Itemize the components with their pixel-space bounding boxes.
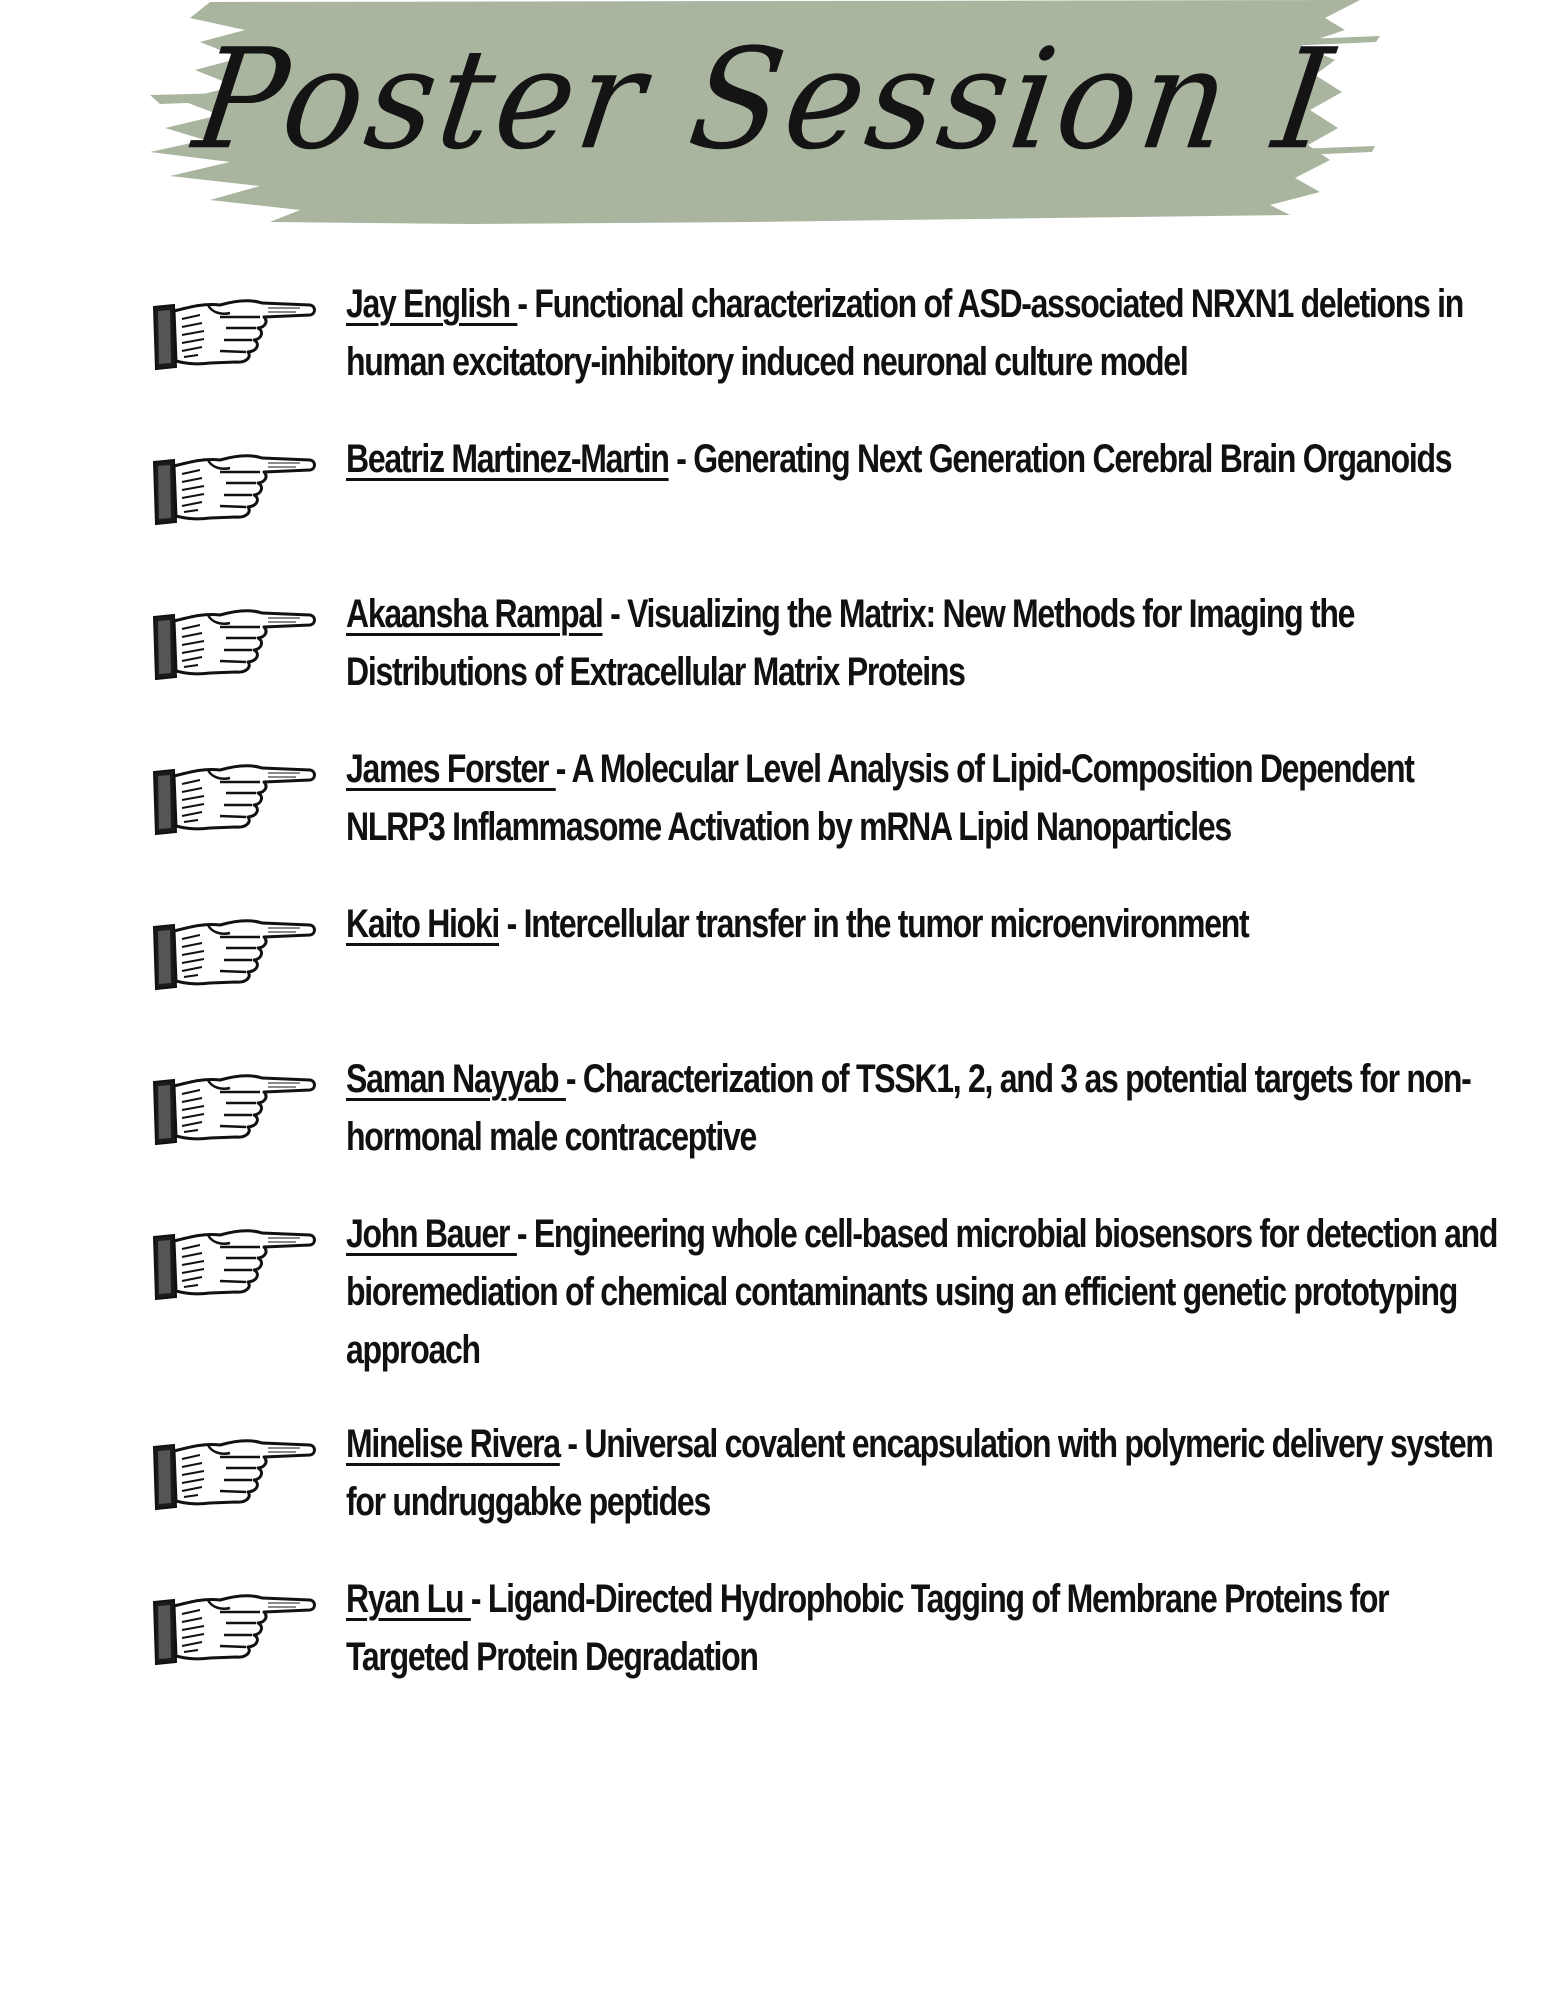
poster-entry-text [346, 1205, 1510, 1379]
poster-entry-text [346, 740, 1510, 856]
poster-title: - Universal covalent encapsulation with polymeric delivery system for undruggabke peptides [346, 1422, 1493, 1524]
pointing-hand-icon [150, 1435, 318, 1519]
presenter-name: James Forster [346, 747, 556, 791]
pointing-hand-icon [150, 295, 318, 379]
pointing-hand-icon [150, 1070, 318, 1154]
poster-entry-text [346, 275, 1510, 391]
pointing-hand-icon [150, 1225, 318, 1309]
poster-entry-text [346, 895, 1510, 953]
presenter-name: Saman Nayyab [346, 1057, 566, 1101]
pointing-hand-icon [150, 605, 318, 689]
poster-title: - Functional characterization of ASD-associated NRXN1 deletions in human excitatory-inhibitory induced neuronal culture model [346, 282, 1464, 384]
presenter-name: Beatriz Martinez-Martin [346, 437, 669, 481]
presenter-name: Jay English [346, 282, 518, 326]
poster-entry-text [346, 585, 1510, 701]
poster-title: - Ligand-Directed Hydrophobic Tagging of Membrane Proteins for Targeted Protein Degradation [346, 1577, 1389, 1679]
poster-entry-text [346, 1050, 1510, 1166]
poster-title: - A Molecular Level Analysis of Lipid-Composition Dependent NLRP3 Inflammasome Activation by mRNA Lipid Nanoparticles [346, 747, 1414, 849]
pointing-hand-icon [150, 760, 318, 844]
pointing-hand-icon [150, 1590, 318, 1674]
page-title: Poster Session I [185, 19, 1345, 181]
presenter-name: Minelise Rivera [346, 1422, 560, 1466]
poster-entry-text [346, 1570, 1510, 1686]
poster-title: - Generating Next Generation Cerebral Brain Organoids [668, 437, 1452, 481]
poster-title: - Intercellular transfer in the tumor microenvironment [499, 902, 1249, 946]
poster-title: - Visualizing the Matrix: New Methods for Imaging the Distributions of Extracellular Matrix Proteins [346, 592, 1355, 694]
pointing-hand-icon [150, 450, 318, 534]
presenter-name: Akaansha Rampal [346, 592, 603, 636]
header-banner [150, 0, 1380, 225]
poster-title: - Characterization of TSSK1, 2, and 3 as potential targets for non-hormonal male contraceptive [346, 1057, 1471, 1159]
pointing-hand-icon [150, 915, 318, 999]
poster-title: - Engineering whole cell-based microbial biosensors for detection and bioremediation of chemical contaminants using an efficient genetic prototyping approach [346, 1212, 1498, 1372]
poster-entry-text [346, 1415, 1510, 1531]
presenter-name: Kaito Hioki [346, 902, 500, 946]
poster-entry-text [346, 430, 1510, 488]
presenter-name: Ryan Lu [346, 1577, 471, 1621]
presenter-name: John Bauer [346, 1212, 517, 1256]
